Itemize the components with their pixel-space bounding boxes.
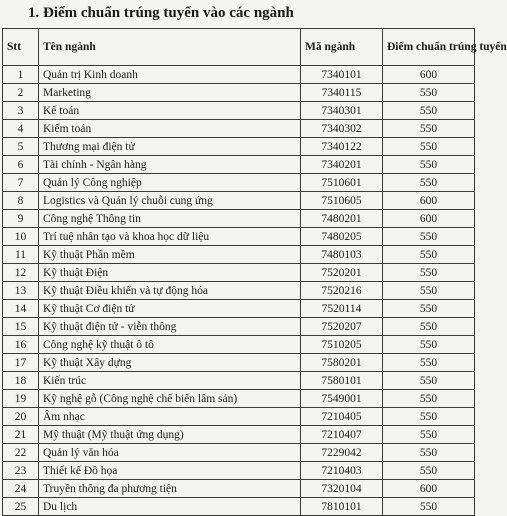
row-code: 7510601 [301,174,383,192]
table-row [3,372,475,390]
row-name: Âm nhạc [39,408,301,426]
row-score: 550 [383,264,475,282]
table-row [3,210,475,228]
row-score: 550 [383,498,475,516]
table-row [3,300,475,318]
row-stt: 15 [3,318,39,336]
row-code: 7520207 [301,318,383,336]
row-code: 7580101 [301,372,383,390]
row-score: 550 [383,138,475,156]
row-stt: 19 [3,390,39,408]
row-score: 600 [383,210,475,228]
column-header-stt: Stt [3,29,39,66]
row-name: Kỹ thuật Điện [39,264,301,282]
row-code: 7340301 [301,102,383,120]
row-code: 7520216 [301,282,383,300]
row-name: Mỹ thuật (Mỹ thuật ứng dụng) [39,426,301,444]
row-stt: 3 [3,102,39,120]
row-score: 550 [383,300,475,318]
row-code: 7580201 [301,354,383,372]
row-name: Marketing [39,84,301,102]
row-stt: 11 [3,246,39,264]
row-code: 7340201 [301,156,383,174]
row-stt: 18 [3,372,39,390]
row-score: 550 [383,390,475,408]
row-stt: 4 [3,120,39,138]
row-score: 550 [383,426,475,444]
row-stt: 21 [3,426,39,444]
column-header-code: Mã ngành [301,29,383,66]
row-name: Kiến trúc [39,372,301,390]
row-name: Trí tuệ nhân tạo và khoa học dữ liệu [39,228,301,246]
row-code: 7480205 [301,228,383,246]
section-heading: 1. Điểm chuẩn trúng tuyển vào các ngành [28,5,294,21]
row-name: Công nghệ Thông tin [39,210,301,228]
column-header-name: Tên ngành [39,29,301,66]
row-code: 7340101 [301,66,383,84]
row-stt: 14 [3,300,39,318]
row-name: Kỹ thuật Phần mềm [39,246,301,264]
table-row [3,156,475,174]
row-score: 550 [383,156,475,174]
row-score: 550 [383,282,475,300]
row-name: Du lịch [39,498,301,516]
table-body [3,66,475,516]
row-score: 600 [383,192,475,210]
row-stt: 1 [3,66,39,84]
row-name: Quản trị Kinh doanh [39,66,301,84]
row-name: Công nghệ kỹ thuật ô tô [39,336,301,354]
table-row [3,246,475,264]
row-stt: 24 [3,480,39,498]
admission-score-table [2,28,507,516]
row-code: 7229042 [301,444,383,462]
row-score: 550 [383,174,475,192]
row-score: 600 [383,480,475,498]
row-stt: 16 [3,336,39,354]
row-score: 550 [383,120,475,138]
row-stt: 22 [3,444,39,462]
row-code: 7210407 [301,426,383,444]
row-name: Quản lý văn hóa [39,444,301,462]
row-stt: 8 [3,192,39,210]
row-code: 7510205 [301,336,383,354]
row-score: 550 [383,102,475,120]
row-stt: 2 [3,84,39,102]
row-name: Kỹ thuật Điều khiển và tự động hóa [39,282,301,300]
row-code: 7520114 [301,300,383,318]
row-name: Quản lý Công nghiệp [39,174,301,192]
row-code: 7320104 [301,480,383,498]
row-name: Kỹ thuật điện tử - viễn thông [39,318,301,336]
row-score: 550 [383,246,475,264]
table-row [3,318,475,336]
row-name: Kỹ nghệ gỗ (Công nghệ chế biến lâm sản) [39,390,301,408]
table-row [3,390,475,408]
row-score: 550 [383,84,475,102]
row-code: 7340122 [301,138,383,156]
row-score: 600 [383,66,475,84]
row-code: 7210403 [301,462,383,480]
row-name: Kiểm toán [39,120,301,138]
row-code: 7210405 [301,408,383,426]
row-code: 7480201 [301,210,383,228]
row-code: 7549001 [301,390,383,408]
row-stt: 20 [3,408,39,426]
table-row [3,498,475,516]
row-name: Kỹ thuật Cơ điện tử [39,300,301,318]
row-stt: 12 [3,264,39,282]
column-header-score: Điểm chuẩn trúng tuyển [383,29,475,66]
table-row [3,444,475,462]
row-name: Kế toán [39,102,301,120]
row-name: Thiết kế Đồ họa [39,462,301,480]
row-score: 550 [383,408,475,426]
table-row [3,264,475,282]
row-code: 7340115 [301,84,383,102]
table-row [3,354,475,372]
row-stt: 23 [3,462,39,480]
table-row [3,84,475,102]
table-row [3,282,475,300]
table-row [3,120,475,138]
table-row [3,336,475,354]
row-score: 550 [383,462,475,480]
row-score: 550 [383,444,475,462]
row-code: 7480103 [301,246,383,264]
row-name: Thương mại điện tử [39,138,301,156]
row-stt: 5 [3,138,39,156]
table-row [3,192,475,210]
row-score: 550 [383,336,475,354]
row-stt: 13 [3,282,39,300]
row-stt: 17 [3,354,39,372]
table-row [3,66,475,84]
row-score: 550 [383,372,475,390]
table-row [3,138,475,156]
table-row [3,426,475,444]
row-score: 550 [383,228,475,246]
table-row [3,174,475,192]
row-score: 550 [383,354,475,372]
row-name: Tài chính - Ngân hàng [39,156,301,174]
row-stt: 10 [3,228,39,246]
row-stt: 25 [3,498,39,516]
row-name: Kỹ thuật Xây dựng [39,354,301,372]
table-row [3,102,475,120]
row-code: 7340302 [301,120,383,138]
row-stt: 7 [3,174,39,192]
row-name: Logistics và Quản lý chuỗi cung ứng [39,192,301,210]
row-code: 7510605 [301,192,383,210]
table-row [3,228,475,246]
row-name: Truyền thông đa phương tiện [39,480,301,498]
row-stt: 9 [3,210,39,228]
row-stt: 6 [3,156,39,174]
table-row [3,408,475,426]
table-row [3,480,475,498]
table-header-row [3,29,475,66]
row-code: 7520201 [301,264,383,282]
row-score: 550 [383,318,475,336]
table-row [3,462,475,480]
row-code: 7810101 [301,498,383,516]
